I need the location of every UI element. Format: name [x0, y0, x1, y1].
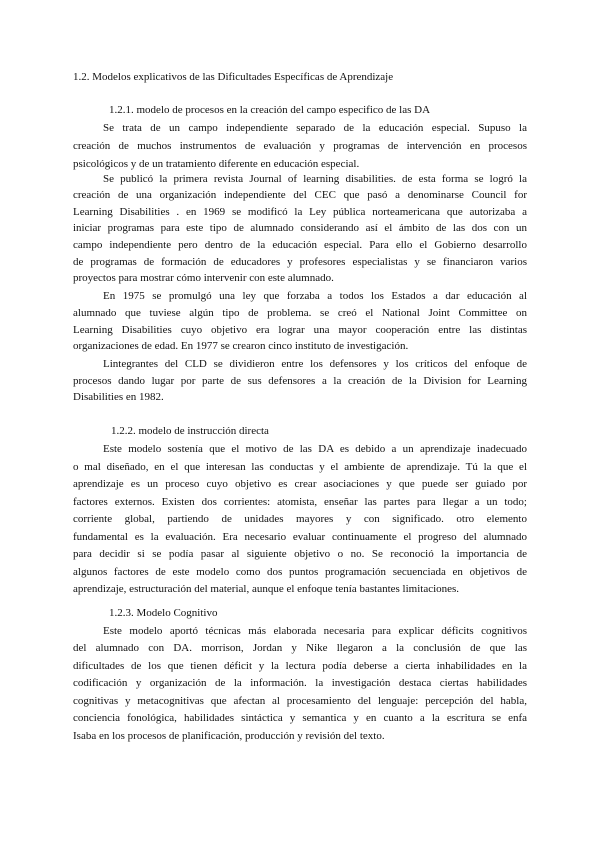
paragraph-line: En 1975 se promulgó una ley que forzaba a todos los Estados a dar educación al	[103, 290, 527, 302]
paragraph-line: aprendizaje, estructuración del material, aunque el enfoque tenía bastantes limitaciones.	[73, 583, 460, 595]
paragraph-line: campo independiente pero dentro de la educación especial. Para ello el Gobierno desarrollo	[73, 239, 527, 251]
paragraph-line: fundamental es la evaluación. Era necesario evaluar continuamente el progreso del alumnado	[73, 531, 527, 543]
paragraph-line: para decidir si se podía pasar al siguiente objetivo o no. Se reconoció la importancia de	[73, 548, 527, 560]
subsection-title-3: 1.2.3. Modelo Cognitivo	[109, 607, 218, 619]
paragraph-line: proyectos para mostrar cómo intervenir con este alumnado.	[73, 272, 334, 284]
paragraph-line: Lintegrantes del CLD se dividieron entre los defensores y los críticos del enfoque de	[103, 358, 527, 370]
paragraph-line: del alumnado con DA. morrison, Jordan y Nike llegaron a la conclusión de que las	[73, 642, 527, 654]
paragraph-line: o mal diseñado, en el que interesan las conductas y el ambiente de aprendizaje. Tú la que el	[73, 461, 527, 473]
subsection-title-2: 1.2.2. modelo de instrucción directa	[111, 425, 269, 437]
paragraph-line: iniciar programas para este tipo de alumnado considerando así el ámbito de las dos con un	[73, 222, 527, 234]
paragraph-line: Se publicó la primera revista Journal of learning disabilities. de esta forma se logró la	[103, 173, 527, 185]
paragraph-line: codificación y organización de la información. la investigación destaca ciertas habilidades	[73, 677, 527, 689]
subsection-title-1: 1.2.1. modelo de procesos en la creación del campo especifico de las DA	[109, 104, 431, 116]
paragraph-line: alumnado que tuviese algún tipo de problema. se creó el National Joint Committee on	[73, 307, 527, 319]
paragraph-line: creación de muchos instrumentos de evaluación y programas de intervención en procesos	[73, 140, 527, 152]
paragraph-line: Este modelo aportó técnicas más elaborada necesaria para explicar déficits cognitivos	[103, 625, 527, 637]
paragraph-line: procesos dando lugar por parte de sus defensores a la creación de la Division for Learning	[73, 375, 527, 387]
paragraph-line: Se trata de un campo independiente separado de la educación especial. Supuso la	[103, 122, 527, 134]
paragraph-line: psicológicos y de un tratamiento diferente en educación especial.	[73, 158, 360, 170]
paragraph-line: dificultades de los que tienen déficit y la lectura podía deberse a cierta inhabilidades en la	[73, 660, 527, 672]
paragraph-line: creación de una organización independiente del CEC que pasó a denominarse Council for	[73, 189, 527, 201]
paragraph-line: Isaba en los procesos de planificación, producción y revisión del texto.	[73, 730, 385, 742]
paragraph-line: conciencia fonológica, habilidades sintáctica y semantica y en cuanto a la escritura se enfa	[73, 712, 527, 724]
paragraph-line: de programas de formación de educadores y profesores especialistas y se financiaron varios	[73, 256, 527, 268]
paragraph-line: algunos factores de este modelo como dos puntos programación secuenciada en objetivos de	[73, 566, 527, 578]
paragraph-line: Learning Disabilities cuyo objetivo era lograr una mayor cooperación entre las distintas	[73, 324, 527, 336]
section-heading: 1.2. Modelos explicativos de las Dificultades Específicas de Aprendizaje	[73, 71, 394, 83]
paragraph-line: organizaciones de edad. En 1977 se crearon cinco instituto de investigación.	[73, 340, 409, 352]
paragraph-line: corriente global, partiendo de unidades mayores y con significado. otro elemento	[73, 513, 527, 525]
paragraph-line: factores externos. Existen dos corrientes: atomista, enseñar las partes para llegar a un todo;	[73, 496, 527, 508]
paragraph-line: Este modelo sostenía que el motivo de las DA es debido a un aprendizaje inadecuado	[103, 443, 527, 455]
paragraph-line: Disabilities en 1982.	[73, 391, 164, 403]
paragraph-line: cognitivas y metacognitivas que afectan al procesamiento del lenguaje: percepción del habla,	[73, 695, 527, 707]
paragraph-line: aprendizaje es un proceso cuyo objetivo es crear asociaciones y que puede ser guiado por	[73, 478, 527, 490]
paragraph-line: Learning Disabilities . en 1969 se modificó la Ley pública norteamericana que autorizaba a	[73, 206, 527, 218]
